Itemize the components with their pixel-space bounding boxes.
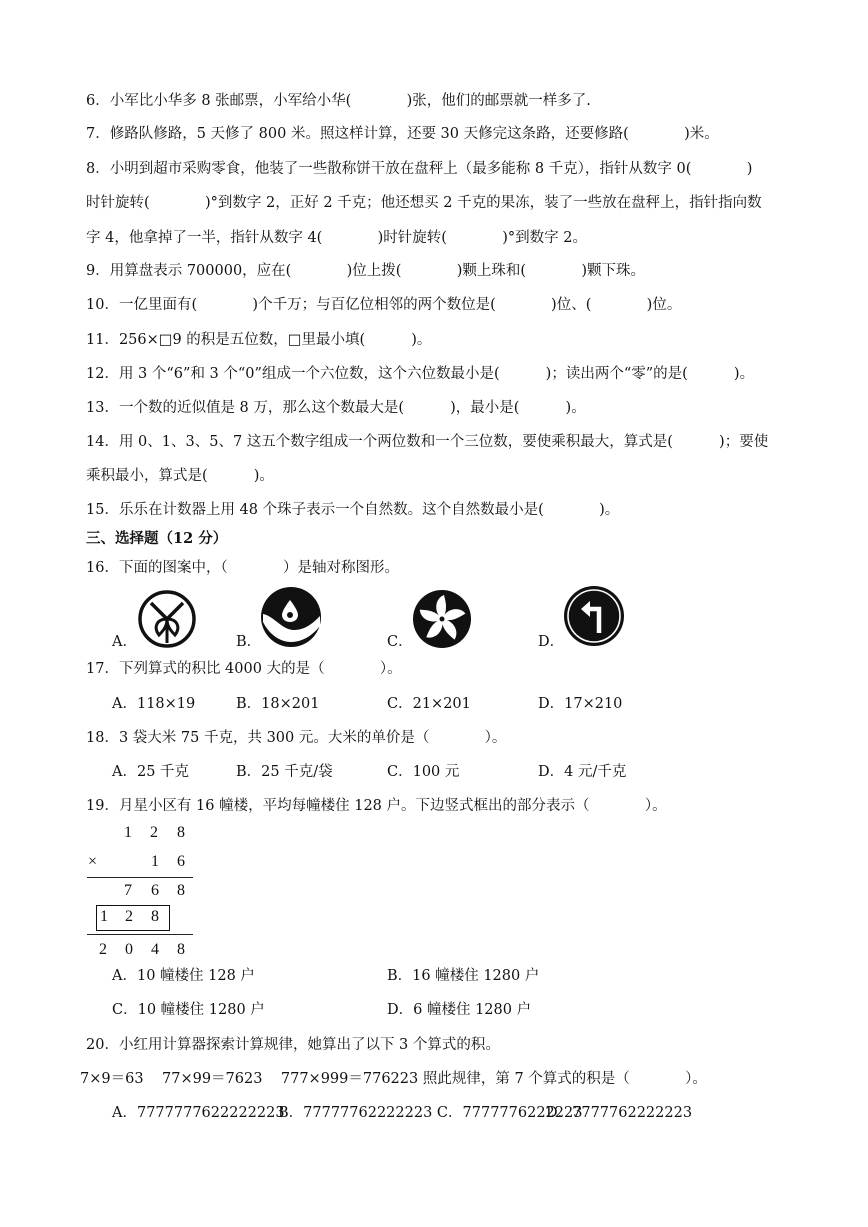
calc-rule xyxy=(87,877,193,878)
q18-option-d[interactable]: D．4 元/千克 xyxy=(538,764,627,780)
calc-row5-digit: 4 xyxy=(151,941,159,958)
q19-option-c[interactable]: C．10 幢楼住 1280 户 xyxy=(112,1002,265,1018)
question-15: 15．乐乐在计数器上用 48 个珠子表示一个自然数。这个自然数最小是( )。 xyxy=(86,502,620,518)
question-12: 12．用 3 个“6”和 3 个“0”组成一个六位数，这个六位数最小是( )；读出两个“零”的是( )。 xyxy=(86,366,755,382)
calc-row5-digit: 0 xyxy=(125,941,133,958)
question-10: 10．一亿里面有( )个千万；与百亿位相邻的两个数位是( )位、( )位。 xyxy=(86,297,682,313)
question-16: 16．下面的图案中，（ ）是轴对称图形。 xyxy=(86,560,400,576)
calc-row1-digit: 2 xyxy=(150,824,158,841)
question-6: 6．小军比小华多 8 张邮票，小军给小华( )张，他们的邮票就一样多了. xyxy=(86,93,591,109)
question-11: 11．256×□9 的积是五位数，□里最小填( )。 xyxy=(86,332,432,348)
calc-row4-digit: 8 xyxy=(151,908,159,925)
question-14-line-1: 14．用 0、1、3、5、7 这五个数字组成一个两位数和一个三位数，要使乘积最大，算式是( )；要使 xyxy=(86,434,769,450)
calc-row3-digit: 6 xyxy=(151,882,159,899)
calc-row4-digit: 2 xyxy=(125,908,133,925)
leaf-circle-icon xyxy=(137,589,197,649)
q16-option-a[interactable]: A． xyxy=(112,634,137,650)
question-19: 19．月星小区有 16 幢楼，平均每幢楼住 128 户。下边竖式框出的部分表示（ ）。 xyxy=(86,798,667,814)
calc-rule xyxy=(87,934,193,935)
question-20-line-2: 7×9＝63 77×99＝7623 777×999＝776223 照此规律，第 7 个算式的积是（ ）。 xyxy=(80,1071,707,1087)
calc-row4-digit: 1 xyxy=(100,908,108,925)
left-turn-arrow-sign-icon xyxy=(563,585,625,647)
question-9: 9．用算盘表示 700000，应在( )位上拨( )颗上珠和( )颗下珠。 xyxy=(86,263,646,279)
q19-option-a[interactable]: A．10 幢楼住 128 户 xyxy=(112,968,255,984)
calc-row2-digit: 1 xyxy=(151,853,159,870)
q16-option-d[interactable]: D． xyxy=(538,634,565,650)
q18-option-c[interactable]: C．100 元 xyxy=(387,764,460,780)
section-heading-choice: 三、选择题（12 分） xyxy=(86,530,228,547)
question-8-line-2: 时针旋转( )°到数字 2，正好 2 千克；他还想买 2 千克的果冻，装了一些放在盘秤上，指针指向数 xyxy=(86,195,762,211)
q20-option-d[interactable]: D．7777762222223 xyxy=(546,1105,693,1121)
calc-row3-digit: 7 xyxy=(124,882,132,899)
q16-option-b[interactable]: B． xyxy=(236,634,262,650)
q20-option-a[interactable]: A．7777777622222223 xyxy=(112,1105,285,1121)
times-sign: × xyxy=(88,853,98,870)
q16-option-c[interactable]: C． xyxy=(387,634,413,650)
calc-row5-digit: 8 xyxy=(177,941,185,958)
calc-row3-digit: 8 xyxy=(177,882,185,899)
question-8-line-3: 字 4，他拿掉了一半，指针从数字 4( )时针旋转( )°到数字 2。 xyxy=(86,230,587,246)
droplet-wave-icon xyxy=(260,586,322,648)
q17-option-d[interactable]: D．17×210 xyxy=(538,696,623,712)
calc-row2-digit: 6 xyxy=(177,853,185,870)
question-17: 17．下列算式的积比 4000 大的是（ ）。 xyxy=(86,661,402,677)
question-18: 18．3 袋大米 75 千克，共 300 元。大米的单价是（ ）。 xyxy=(86,730,507,746)
question-7: 7．修路队修路，5 天修了 800 米。照这样计算，还要 30 天修完这条路，还要修路( )米。 xyxy=(86,126,719,142)
question-13: 13．一个数的近似值是 8 万，那么这个数最大是( )，最小是( )。 xyxy=(86,400,586,416)
q20-option-b-c[interactable]: B．77777762222223 C．7777776222223 xyxy=(278,1105,583,1121)
q17-option-b[interactable]: B．18×201 xyxy=(236,696,320,712)
q17-option-a[interactable]: A．118×19 xyxy=(112,696,196,712)
calc-row1-digit: 1 xyxy=(124,824,132,841)
q19-option-b[interactable]: B．16 幢楼住 1280 户 xyxy=(387,968,540,984)
q18-option-a[interactable]: A．25 千克 xyxy=(112,764,190,780)
q17-option-c[interactable]: C．21×201 xyxy=(387,696,471,712)
calc-row1-digit: 8 xyxy=(177,824,185,841)
q19-option-d[interactable]: D．6 幢楼住 1280 户 xyxy=(387,1002,532,1018)
calc-row5-digit: 2 xyxy=(99,941,107,958)
question-20-line-1: 20．小红用计算器探索计算规律，她算出了以下 3 个算式的积。 xyxy=(86,1037,500,1053)
bauhinia-flower-icon xyxy=(412,589,472,649)
q18-option-b[interactable]: B．25 千克/袋 xyxy=(236,764,333,780)
question-8-line-1: 8．小明到超市采购零食，他装了一些散称饼干放在盘秤上（最多能称 8 千克），指针从数字 0( ) xyxy=(86,161,753,177)
question-14-line-2: 乘积最小，算式是( )。 xyxy=(86,468,274,484)
